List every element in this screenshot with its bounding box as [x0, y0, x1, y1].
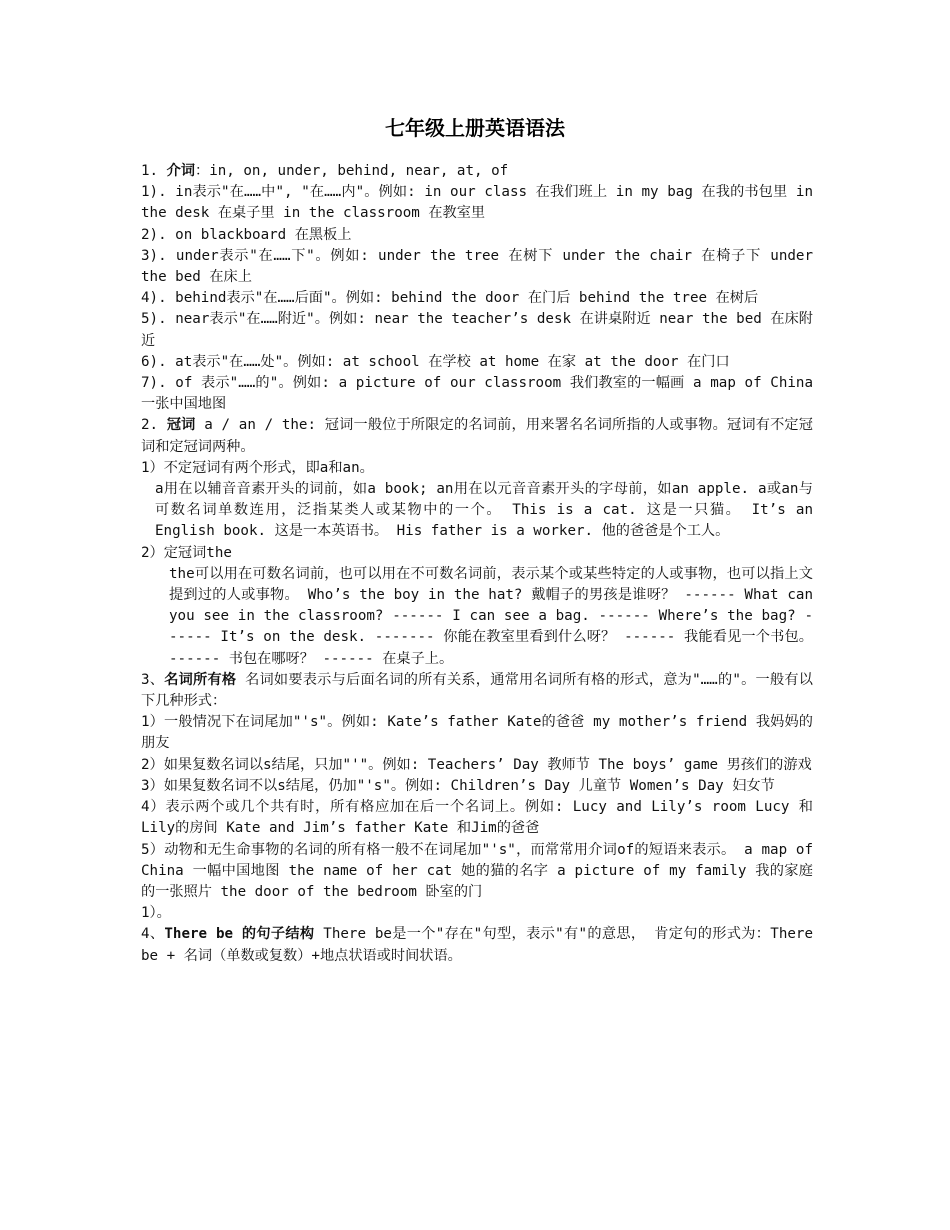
- paragraph: 4、There be 的句子结构 There be是一个"存在"句型，表示"有"的意思， 肯定句的形式为：There be + 名词（单数或复数）+地点状语或时间状语。: [141, 926, 813, 964]
- paragraph: 3、名词所有格 名词如要表示与后面名词的所有关系，通常用名词所有格的形式，意为"……的"。一般有以下几种形式：: [141, 671, 813, 710]
- paragraph: 2). on blackboard 在黑板上: [141, 226, 352, 243]
- paragraph: 1）。: [141, 905, 171, 922]
- paragraph: 1）一般情况下在词尾加"'s"。例如: Kate’s father Kate的爸爸 my mother’s friend 我妈妈的朋友: [141, 714, 813, 752]
- paragraph: 2. 冠词 a / an / the: 冠词一般位于所限定的名词前，用来署名名词所指的人或事物。冠词有不定冠词和定冠词两种。: [141, 417, 813, 455]
- paragraph: 7). of 表示"……的"。例如: a picture of our classroom 我们教室的一幅画 a map of China 一张中国地图: [141, 375, 813, 413]
- paragraph: 4）表示两个或几个共有时，所有格应加在后一个名词上。例如: Lucy and Lily’s room Lucy 和Lily的房间 Kate and Jim’s father Kate 和Jim的爸爸: [141, 799, 813, 837]
- document-body: [141, 161, 813, 967]
- paragraph: a用在以辅音音素开头的词前，如a book; an用在以元音音素开头的字母前，如an apple. a或an与可数名词单数连用，泛指某类人或某物中的一个。 This is a cat. 这是一只猫。 It’s an English book. 这是一本英语书。 His father is a worker. 他的爸爸是个工人。: [155, 481, 813, 540]
- paragraph: 1）不定冠词有两个形式，即a和an。: [141, 459, 374, 476]
- paragraph: 2）定冠词the: [141, 544, 232, 561]
- paragraph: 2）如果复数名词以s结尾，只加"'"。例如: Teachers’ Day 教师节 The boys’ game 男孩们的游戏: [141, 756, 812, 773]
- paragraph: 1. 介词：in, on, under, behind, near, at, of: [141, 163, 509, 179]
- paragraph: 4). behind表示"在……后面"。例如: behind the door 在门后 behind the tree 在树后: [141, 290, 759, 307]
- paragraph: 3）如果复数名词不以s结尾，仍加"'s"。例如: Children’s Day 儿童节 Women’s Day 妇女节: [141, 777, 775, 794]
- paragraph: 6). at表示"在……处"。例如: at school 在学校 at home 在家 at the door 在门口: [141, 353, 730, 370]
- paragraph: 5). near表示"在……附近"。例如: near the teacher’s desk 在讲桌附近 near the bed 在床附近: [141, 311, 813, 349]
- document-title: 七年级上册英语语法: [385, 116, 565, 140]
- paragraph: the可以用在可数名词前，也可以用在不可数名词前，表示某个或某些特定的人或事物，也可以指上文提到过的人或事物。 Who’s the boy in the hat? 戴帽子的男孩是谁呀？ ------ What can you see in the classroom? ------ I can see a bag. ------ Where’s the bag? ------ It’s on the desk. ------- 你能在教室里看到什么呀？ ------ 我能看见一个书包。 ------ 书包在哪呀？ ------ 在桌子上。: [169, 565, 813, 667]
- paragraph: 3). under表示"在……下"。例如: under the tree 在树下 under the chair 在椅子下 under the bed 在床上: [141, 247, 813, 286]
- paragraph: 1). in表示"在……中", "在……内"。例如: in our class 在我们班上 in my bag 在我的书包里 in the desk 在桌子里 in the classroom 在教室里: [141, 184, 813, 222]
- paragraph: 5）动物和无生命事物的名词的所有格一般不在词尾加"'s"，而常常用介词of的短语来表示。 a map of China 一幅中国地图 the name of her cat 她的猫的名字 a picture of my family 我的家庭的一张照片 the door of the bedroom 卧室的门: [141, 841, 813, 900]
